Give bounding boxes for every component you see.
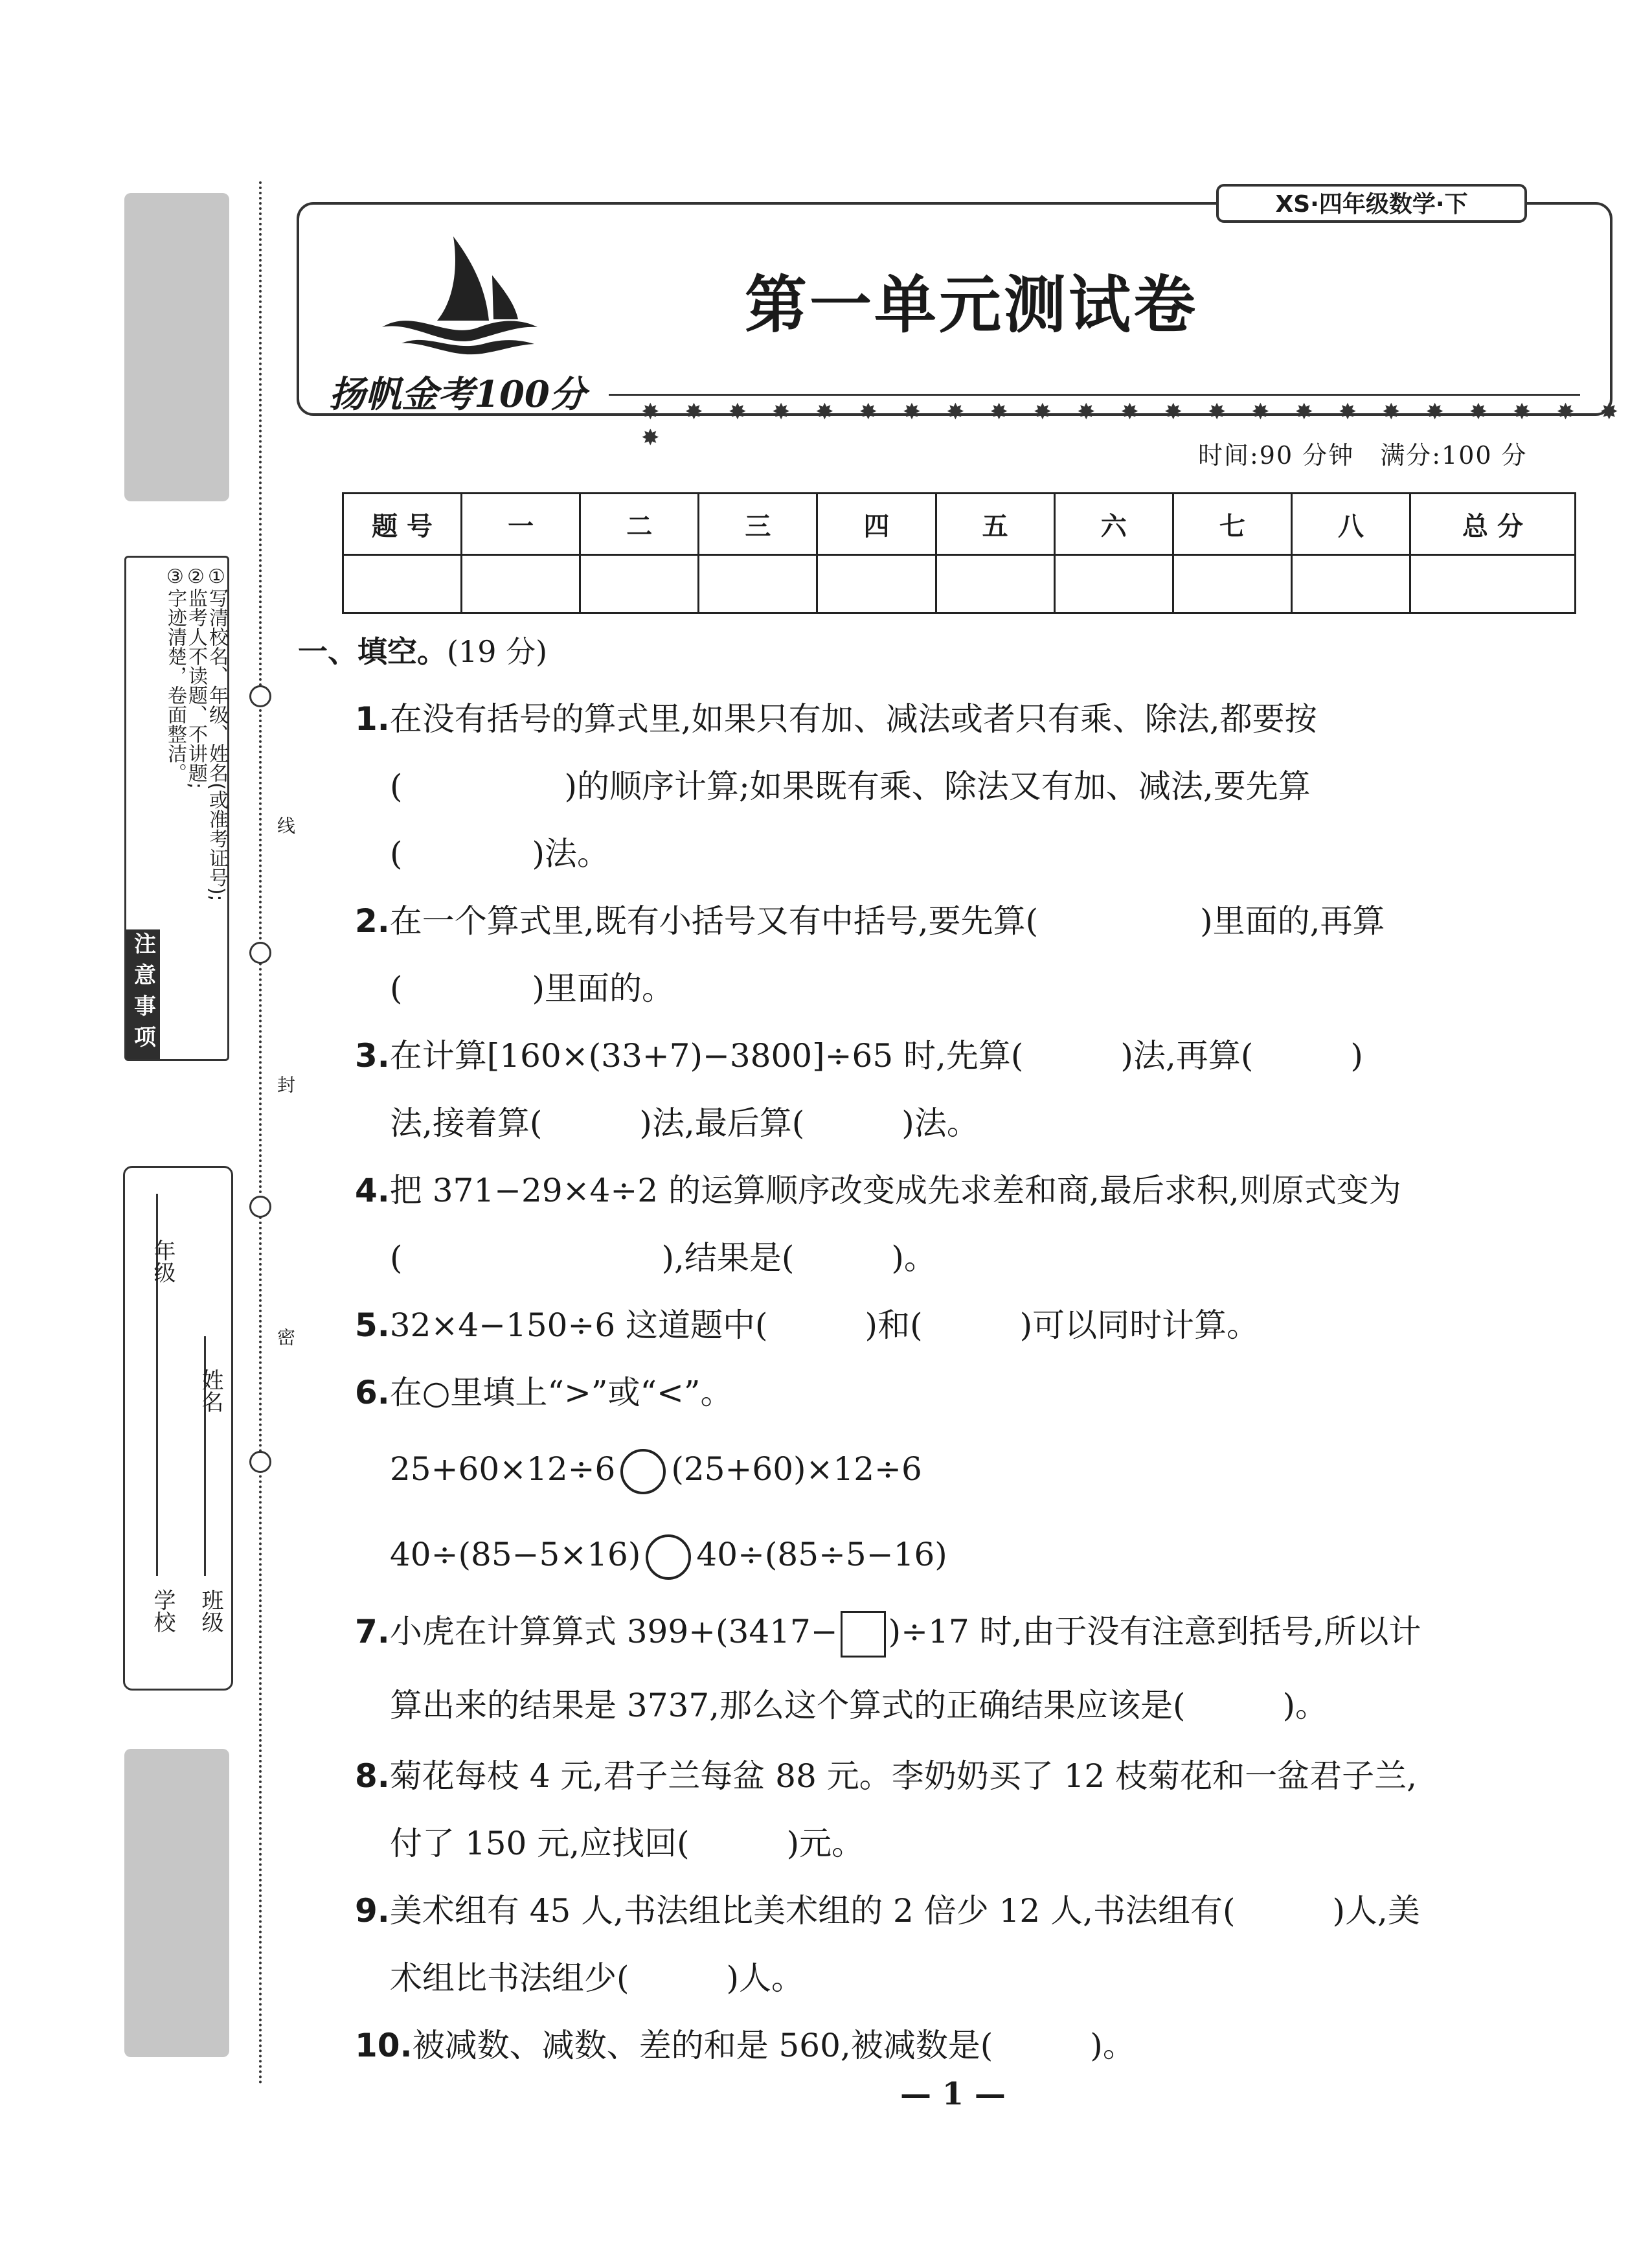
score-entry-cell[interactable] xyxy=(462,555,580,613)
page-title: 第一单元测试卷 xyxy=(745,268,1198,341)
compare-circle-answer[interactable] xyxy=(646,1534,691,1580)
notice-text xyxy=(165,565,227,1058)
compare-expression-1 xyxy=(355,1426,1624,1512)
cut-circle xyxy=(249,685,271,707)
student-info-box xyxy=(123,1166,233,1691)
question-text: )÷17 时,由于没有注意到括号,所以计 xyxy=(888,1613,1421,1650)
star-decoration: ✸ ✸ ✸ ✸ ✸ ✸ ✸ ✸ ✸ ✸ ✸ ✸ ✸ ✸ ✸ ✸ ✸ ✸ ✸ ✸ ✸ ✸ ✸ ✸ xyxy=(641,399,1627,451)
question-line xyxy=(355,1810,1624,1877)
question-text: ( ),结果是( )。 xyxy=(390,1239,936,1277)
score-entry-cell xyxy=(343,555,462,613)
brand-name: 扬帆金考100分 xyxy=(329,373,586,416)
cut-char-xian: 线 xyxy=(275,816,296,834)
score-entry-cell[interactable] xyxy=(1173,555,1291,613)
label-name: 姓名 xyxy=(198,1369,223,1413)
label-class: 班级 xyxy=(198,1589,223,1633)
score-header-cell: 三 xyxy=(699,494,817,555)
cut-circle xyxy=(249,1451,271,1473)
score-entry-cell[interactable] xyxy=(1054,555,1173,613)
cut-circle xyxy=(249,1196,271,1218)
section-points: (19 分) xyxy=(447,634,548,669)
question-text: 付了 150 元,应找回( )元。 xyxy=(390,1825,865,1862)
question-line xyxy=(355,753,1624,820)
score-entry-row xyxy=(343,555,1576,613)
cut-char-mi: 密 xyxy=(275,1328,296,1346)
question-line xyxy=(355,1089,1624,1157)
cut-line xyxy=(259,181,262,2086)
header-rule xyxy=(609,394,1580,396)
notice-line-2: ②监考人不读题、不讲题; xyxy=(185,565,207,790)
question-text: 在计算[160×(33+7)−3800]÷65 时,先算( )法,再算( ) xyxy=(389,1037,1363,1075)
page-number: — 1 — xyxy=(900,2076,1006,2112)
compare-expression-2 xyxy=(355,1512,1624,1597)
question-8 xyxy=(355,1742,1624,1877)
question-line xyxy=(355,1359,1624,1426)
question-number: 6. xyxy=(355,1374,390,1411)
question-text: 被减数、减数、差的和是 560,被减数是( )。 xyxy=(412,2027,1135,2064)
score-table xyxy=(342,492,1576,614)
score-entry-cell[interactable] xyxy=(1410,555,1576,613)
compare-circle-answer[interactable] xyxy=(620,1449,666,1494)
question-9 xyxy=(355,1877,1624,2012)
question-line xyxy=(355,1224,1624,1292)
question-text: ( )法。 xyxy=(390,835,610,872)
question-number: 8. xyxy=(355,1757,390,1795)
question-text: 小虎在计算算式 399+(3417− xyxy=(389,1613,838,1650)
question-2 xyxy=(355,887,1624,1022)
question-number: 1. xyxy=(355,700,390,738)
subject-tag: XS·四年级数学·下 xyxy=(1216,184,1527,223)
question-line xyxy=(355,1157,1624,1224)
question-line xyxy=(355,1944,1624,2012)
exam-meta: 时间:90 分钟 满分:100 分 xyxy=(1198,441,1528,470)
question-1 xyxy=(355,685,1624,887)
question-text: 在一个算式里,既有小括号又有中括号,要先算( )里面的,再算 xyxy=(389,902,1385,940)
question-number: 4. xyxy=(355,1172,390,1209)
label-school: 学校 xyxy=(150,1589,175,1633)
score-header-cell: 八 xyxy=(1291,494,1410,555)
question-text: 美术组有 45 人,书法组比美术组的 2 倍少 12 人,书法组有( )人,美 xyxy=(389,1892,1420,1930)
cut-char-feng: 封 xyxy=(275,1075,296,1093)
notice-line-3: ③字迹清楚，卷面整洁。 xyxy=(164,565,187,782)
question-number: 9. xyxy=(355,1892,390,1930)
question-7 xyxy=(355,1595,1624,1742)
question-line xyxy=(355,685,1624,753)
question-text: ( )的顺序计算;如果既有乘、除法又有加、减法,要先算 xyxy=(390,768,1311,805)
score-header-cell: 二 xyxy=(580,494,699,555)
question-number: 10. xyxy=(355,2027,413,2064)
score-entry-cell[interactable] xyxy=(699,555,817,613)
expression-right: 40÷(85÷5−16) xyxy=(696,1536,947,1573)
notice-line-1: ①写清校名、年级、姓名(或准考证号); xyxy=(205,565,228,902)
cut-circle xyxy=(249,942,271,964)
question-6 xyxy=(355,1359,1624,1597)
question-number: 7. xyxy=(355,1613,390,1650)
question-text: 术组比书法组少( )人。 xyxy=(390,1959,804,1997)
score-entry-cell[interactable] xyxy=(580,555,699,613)
score-header-row xyxy=(343,494,1576,555)
expression-left: 25+60×12÷6 xyxy=(390,1450,616,1488)
question-text: 在○里填上“>”或“<”。 xyxy=(389,1374,733,1411)
expression-right: (25+60)×12÷6 xyxy=(671,1450,922,1488)
question-line xyxy=(355,2012,1624,2079)
score-header-cell: 七 xyxy=(1173,494,1291,555)
question-text: 在没有括号的算式里,如果只有加、减法或者只有乘、除法,都要按 xyxy=(389,700,1317,738)
question-line xyxy=(355,955,1624,1022)
question-line xyxy=(355,1669,1624,1742)
question-text: 算出来的结果是 3737,那么这个算式的正确结果应该是( )。 xyxy=(390,1687,1328,1724)
question-10 xyxy=(355,2012,1624,2079)
question-5 xyxy=(355,1292,1624,1359)
label-grade: 年级 xyxy=(150,1239,175,1283)
question-text: 法,接着算( )法,最后算( )法。 xyxy=(390,1104,979,1142)
question-text: 菊花每枝 4 元,君子兰每盆 88 元。李奶奶买了 12 枝菊花和一盆君子兰, xyxy=(389,1757,1418,1795)
question-number: 5. xyxy=(355,1306,390,1344)
question-line xyxy=(355,1595,1624,1669)
question-line xyxy=(355,1022,1624,1089)
question-line xyxy=(355,1292,1624,1359)
question-3 xyxy=(355,1022,1624,1157)
question-number: 2. xyxy=(355,902,390,940)
score-header-cell: 六 xyxy=(1054,494,1173,555)
question-line xyxy=(355,887,1624,955)
notice-title: 注意事项 xyxy=(126,929,160,1059)
question-text: 32×4−150÷6 这道题中( )和( )可以同时计算。 xyxy=(389,1306,1260,1344)
question-4 xyxy=(355,1157,1624,1292)
question-line xyxy=(355,820,1624,887)
question-line xyxy=(355,1877,1624,1944)
expression-left: 40÷(85−5×16) xyxy=(390,1536,641,1573)
margin-gray-block-top xyxy=(124,193,229,501)
answer-box[interactable] xyxy=(841,1611,886,1658)
score-entry-cell[interactable] xyxy=(817,555,936,613)
question-text: ( )里面的。 xyxy=(390,970,675,1007)
question-text: 把 371−29×4÷2 的运算顺序改变成先求差和商,最后求积,则原式变为 xyxy=(389,1172,1401,1209)
score-header-cell: 题 号 xyxy=(343,494,462,555)
question-line xyxy=(355,1742,1624,1810)
score-entry-cell[interactable] xyxy=(1291,555,1410,613)
score-header-cell: 一 xyxy=(462,494,580,555)
score-header-cell: 四 xyxy=(817,494,936,555)
margin-gray-block-bottom xyxy=(124,1749,229,2057)
section-title xyxy=(298,628,547,671)
score-header-cell: 五 xyxy=(936,494,1054,555)
score-header-cell: 总 分 xyxy=(1410,494,1576,555)
question-number: 3. xyxy=(355,1037,390,1075)
sailboat-logo-icon xyxy=(376,230,544,359)
section-title-text: 一、填空。 xyxy=(298,634,447,669)
score-entry-cell[interactable] xyxy=(936,555,1054,613)
notice-box xyxy=(124,556,229,1061)
